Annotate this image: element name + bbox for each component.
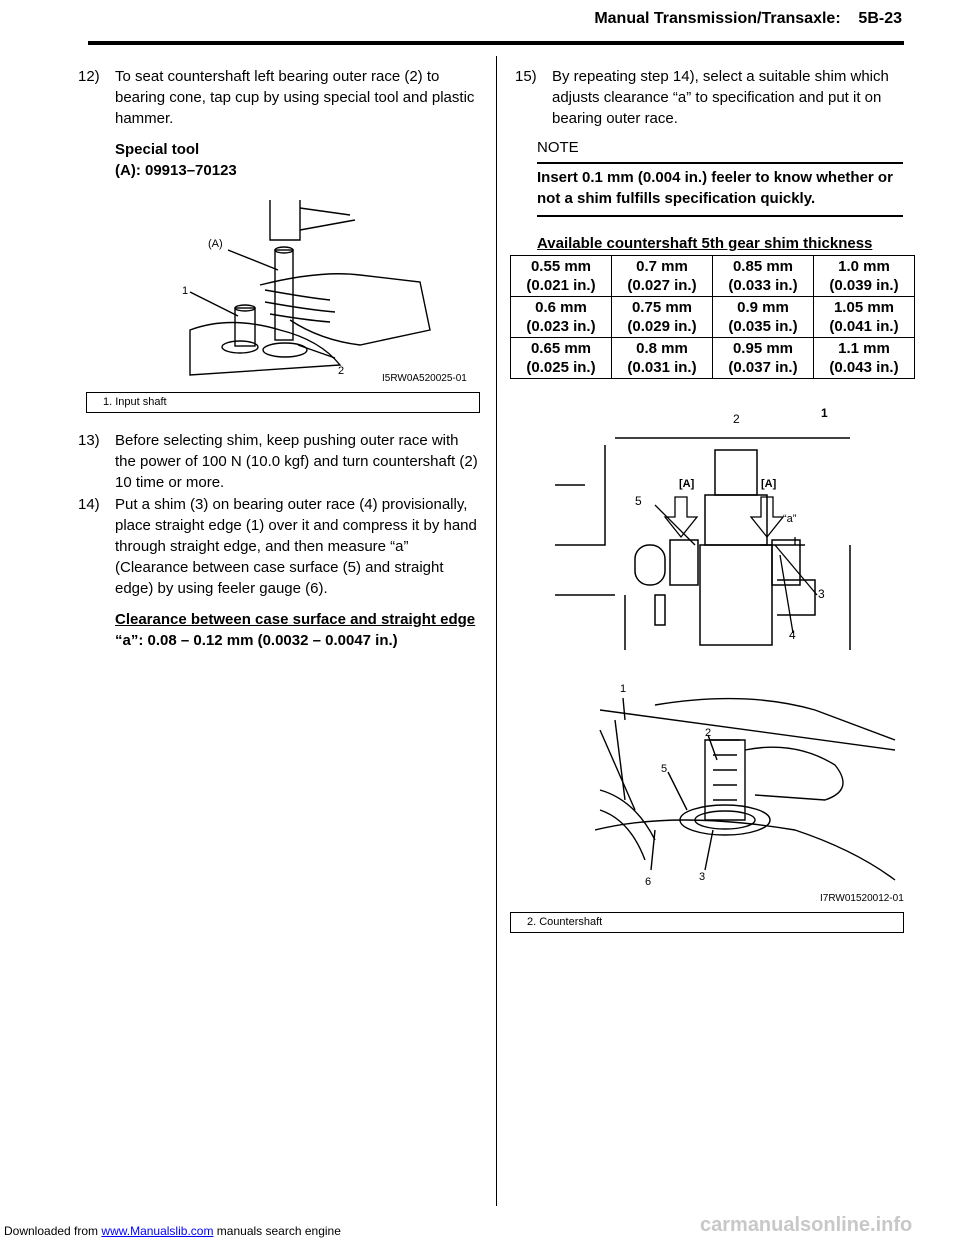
- shim-mm-value: 0.7 mm: [636, 258, 688, 275]
- fig1-label-a: (A): [208, 238, 223, 250]
- shim-inch-value: (0.035 in.): [728, 318, 798, 335]
- shim-table-cell: [713, 338, 814, 379]
- page-header: [594, 10, 902, 28]
- fig2-label-1: 1: [821, 406, 828, 420]
- shim-inch-value: (0.027 in.): [627, 277, 697, 294]
- shim-table-cell: [511, 256, 612, 297]
- step-13: 13) Before selecting shim, keep pushing outer race with the power of 100 N (10.0 kgf) and turn countershaft (2) 10 time or more.: [78, 432, 478, 491]
- download-footer: [4, 1224, 341, 1238]
- shim-inch-value: (0.039 in.): [829, 277, 899, 294]
- fig3-label-2: 2: [705, 727, 712, 739]
- fig1-code: I5RW0A520025-01: [382, 373, 467, 384]
- column-divider: [496, 56, 497, 1206]
- note-bottom-rule: [537, 215, 903, 217]
- step-12-text: To seat countershaft left bearing outer race (2) to bearing cone, tap cup by using special tool and plastic hammer.: [115, 68, 475, 127]
- clearance-spec-value: “a”: 0.08 – 0.12 mm (0.0032 – 0.0047 in.): [115, 632, 398, 649]
- shim-mm-value: 0.55 mm: [530, 258, 592, 275]
- shim-table-cell: [612, 256, 713, 297]
- fig1-label-1: 1: [182, 285, 189, 297]
- shim-mm-value: 0.6 mm: [535, 299, 587, 316]
- shim-table-row: [511, 256, 915, 297]
- fig1-caption: 1. Input shaft: [86, 392, 480, 413]
- shim-mm-value: 0.95 mm: [732, 340, 794, 357]
- fig3-label-3: 3: [699, 871, 706, 883]
- fig2-label-2: 2: [733, 412, 740, 426]
- clearance-spec-title: Clearance between case surface and straight edge: [115, 611, 476, 628]
- shim-inch-value: (0.025 in.): [526, 359, 596, 376]
- shim-table-cell: [713, 256, 814, 297]
- fig3-label-6: 6: [645, 876, 652, 888]
- fig2-caption: 2. Countershaft: [510, 912, 904, 933]
- step-15-text: By repeating step 14), select a suitable shim which adjusts clearance “a” to specification and put it on bearing outer race.: [552, 68, 889, 127]
- shim-mm-value: 0.85 mm: [732, 258, 794, 275]
- shim-inch-value: (0.033 in.): [728, 277, 798, 294]
- shim-table-cell: [511, 297, 612, 338]
- shim-mm-value: 0.9 mm: [737, 299, 789, 316]
- shim-mm-value: 0.8 mm: [636, 340, 688, 357]
- shim-table-cell: [612, 338, 713, 379]
- shim-mm-value: 0.65 mm: [530, 340, 592, 357]
- page-number: 5B-23: [858, 10, 902, 27]
- shim-mm-value: 0.75 mm: [631, 299, 693, 316]
- shim-table-cell: [713, 297, 814, 338]
- watermark: carmanualsonline.info: [700, 1214, 913, 1236]
- fig2-label-3: 3: [818, 587, 825, 601]
- input-shaft-illustration: [170, 190, 490, 390]
- fig3-label-5: 5: [661, 763, 668, 775]
- shim-table-cell: [612, 297, 713, 338]
- step-12: 12) To seat countershaft left bearing outer race (2) to bearing cone, tap cup by using special tool and plastic hammer. Special tool (A): 09913–70123: [78, 66, 478, 181]
- manualslib-link[interactable]: www.Manualslib.com: [101, 1224, 214, 1238]
- shim-table-cell: [814, 256, 915, 297]
- shim-mm-value: 1.0 mm: [838, 258, 890, 275]
- shim-inch-value: (0.023 in.): [526, 318, 596, 335]
- note-block: [537, 137, 903, 217]
- countershaft-cross-section: [555, 405, 855, 650]
- footer-suffix: manuals search engine: [216, 1224, 341, 1238]
- fig1-label-2: 2: [338, 365, 345, 377]
- shim-inch-value: (0.021 in.): [526, 277, 596, 294]
- header-rule: [88, 41, 904, 45]
- step-13-text: Before selecting shim, keep pushing outer race with the power of 100 N (10.0 kgf) and turn countershaft (2) 10 time or more.: [115, 432, 478, 491]
- shim-inch-value: (0.037 in.): [728, 359, 798, 376]
- shim-mm-value: 1.05 mm: [833, 299, 895, 316]
- step-15: 15) By repeating step 14), select a suitable shim which adjusts clearance “a” to specification and put it on bearing outer race.: [515, 66, 910, 129]
- shim-table-title: Available countershaft 5th gear shim thickness: [537, 235, 873, 252]
- note-text: Insert 0.1 mm (0.004 in.) feeler to know whether or not a shim fulfills specification quickly.: [537, 169, 893, 207]
- shim-table-cell: [814, 338, 915, 379]
- fig2-label-a-left: [A]: [679, 478, 695, 490]
- shim-inch-value: (0.043 in.): [829, 359, 899, 376]
- shim-inch-value: (0.031 in.): [627, 359, 697, 376]
- shim-inch-value: (0.041 in.): [829, 318, 899, 335]
- fig2-label-gap-a: “a”: [783, 513, 797, 525]
- note-top-rule: [537, 162, 903, 164]
- shim-thickness-table: [510, 255, 915, 379]
- footer-prefix: Downloaded from: [4, 1224, 99, 1238]
- fig2-label-a-right: [A]: [761, 478, 777, 490]
- shim-table-row: [511, 297, 915, 338]
- feeler-gauge-illustration: [595, 680, 900, 890]
- shim-mm-value: 1.1 mm: [838, 340, 890, 357]
- shim-table-cell: [511, 338, 612, 379]
- fig2-code: I7RW01520012-01: [820, 893, 904, 904]
- shim-table-row: [511, 338, 915, 379]
- fig2-label-4: 4: [789, 628, 796, 642]
- fig3-label-1: 1: [620, 683, 627, 695]
- step-14: 14) Put a shim (3) on bearing outer race (4) provisionally, place straight edge (1) over it and compress it by hand through straight edge, and then measure “a” (Clearance between case surface (5) and straight edge) by using feeler gauge (6). Clearance between case surface and straight edge “a”: 0.08 – 0.12 mm (0.0032 – 0.0047 in.): [78, 496, 477, 649]
- shim-inch-value: (0.029 in.): [627, 318, 697, 335]
- step-14-text: Put a shim (3) on bearing outer race (4) provisionally, place straight edge (1) over it and compress it by hand through straight edge, and then measure “a” (Clearance between case surface (5) and straight edge) by using feeler gauge (6).: [115, 496, 477, 597]
- special-tool-title: Special tool: [115, 141, 200, 158]
- note-title: NOTE: [537, 139, 579, 156]
- shim-table-cell: [814, 297, 915, 338]
- fig2-label-5: 5: [635, 494, 642, 508]
- special-tool-code: (A): 09913–70123: [115, 162, 237, 179]
- header-title: Manual Transmission/Transaxle:: [594, 10, 841, 27]
